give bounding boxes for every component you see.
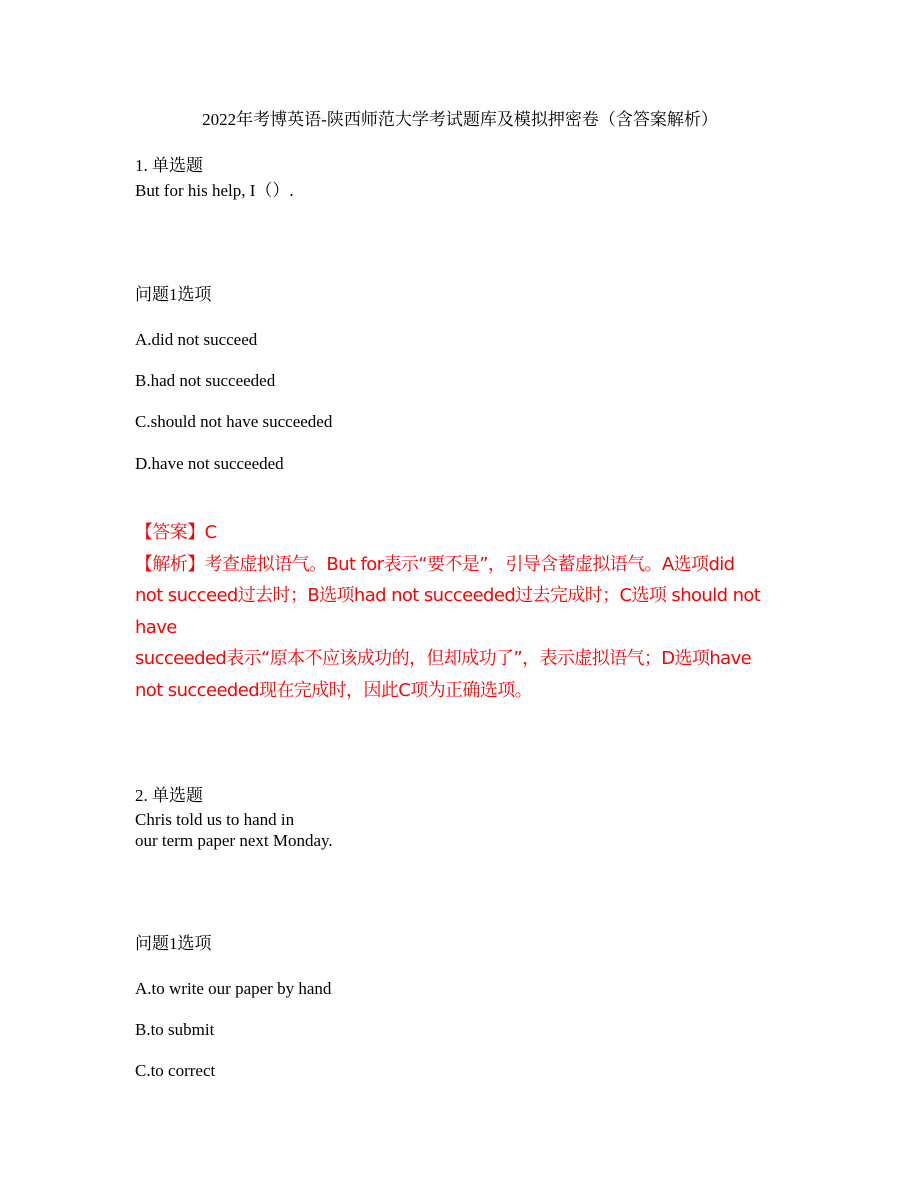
question-2-heading: 2. 单选题: [135, 786, 203, 805]
question-2-option-b: B.to submit: [135, 1020, 215, 1039]
question-1-answer-block: [135, 517, 785, 706]
question-2-option-c: C.to correct: [135, 1061, 216, 1080]
question-2-stem-line-2: our term paper next Monday.: [135, 831, 333, 850]
question-1-explanation-line: not succeed过去时；B选项had not succeeded过去完成时；C选项 should not: [135, 585, 761, 606]
question-1-options-heading: 问题1选项: [135, 285, 212, 304]
question-1-explanation-line: succeeded表示“原本不应该成功的，但却成功了”，表示虚拟语气；D选项have: [135, 648, 752, 669]
question-1-option-c: C.should not have succeeded: [135, 412, 333, 431]
question-1-option-a: A.did not succeed: [135, 330, 258, 349]
question-1-option-b: B.had not succeeded: [135, 371, 276, 390]
document-title: 2022年考博英语-陕西师范大学考试题库及模拟押密卷（含答案解析）: [202, 110, 718, 129]
question-1-stem: But for his help, I（）.: [135, 181, 294, 200]
question-2-options-heading: 问题1选项: [135, 934, 212, 953]
question-1-explanation-line: have: [135, 616, 177, 638]
question-1-answer: 【答案】C: [135, 522, 217, 543]
question-2-stem-line-1: Chris told us to hand in: [135, 810, 295, 829]
question-1-explanation-line: not succeeded现在完成时，因此C项为正确选项。: [135, 679, 533, 701]
question-1-heading: 1. 单选题: [135, 156, 203, 175]
question-1-explanation-line: 【解析】考查虚拟语气。But for表示“要不是”，引导含蓄虚拟语气。A选项did: [135, 553, 735, 575]
question-2-option-a: A.to write our paper by hand: [135, 979, 332, 998]
question-1-option-d: D.have not succeeded: [135, 454, 284, 473]
